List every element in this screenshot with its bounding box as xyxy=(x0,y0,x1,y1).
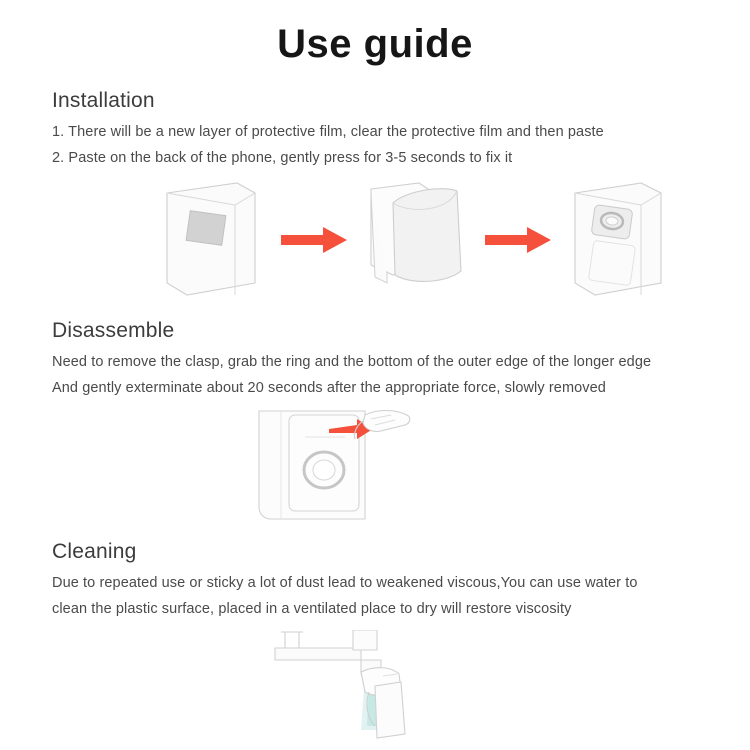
section-installation xyxy=(0,89,750,171)
disassemble-illustration xyxy=(0,407,750,522)
figure-peeling-film xyxy=(371,183,461,283)
figure-faucet xyxy=(275,630,381,674)
cleaning-illustration xyxy=(0,630,750,745)
installation-step-2: 2. Paste on the back of the phone, gently press for 3-5 seconds to fix it xyxy=(52,150,513,166)
arrow-right-icon-1 xyxy=(281,227,347,253)
section-cleaning xyxy=(0,540,750,622)
disassemble-figure-svg xyxy=(245,407,505,522)
disassemble-line-2: And gently exterminate about 20 seconds after the appropriate force, slowly removed xyxy=(52,380,606,396)
disassemble-line-1: Need to remove the clasp, grab the ring and the bottom of the outer edge of the longer edge xyxy=(52,354,652,370)
installation-step-1: 1. There will be a new layer of protective film, clear the protective film and then paste xyxy=(52,124,604,140)
section-disassemble xyxy=(0,319,750,401)
cleaning-line-2: clean the plastic surface, placed in a ventilated place to dry will restore viscosity xyxy=(52,601,572,617)
section-heading-installation: Installation xyxy=(52,89,155,112)
figure-phone-with-film xyxy=(167,183,255,295)
figure-phone-with-ring xyxy=(575,183,661,295)
cleaning-figure-svg xyxy=(265,630,485,745)
installation-illustration xyxy=(0,179,750,299)
section-heading-disassemble: Disassemble xyxy=(52,319,175,342)
cleaning-line-1: Due to repeated use or sticky a lot of dust lead to weakened viscous,You can use water to xyxy=(52,575,638,591)
section-heading-cleaning: Cleaning xyxy=(52,540,137,563)
page-title: Use guide xyxy=(277,22,473,66)
arrow-right-icon-2 xyxy=(485,227,551,253)
installation-figure-svg xyxy=(75,179,675,299)
